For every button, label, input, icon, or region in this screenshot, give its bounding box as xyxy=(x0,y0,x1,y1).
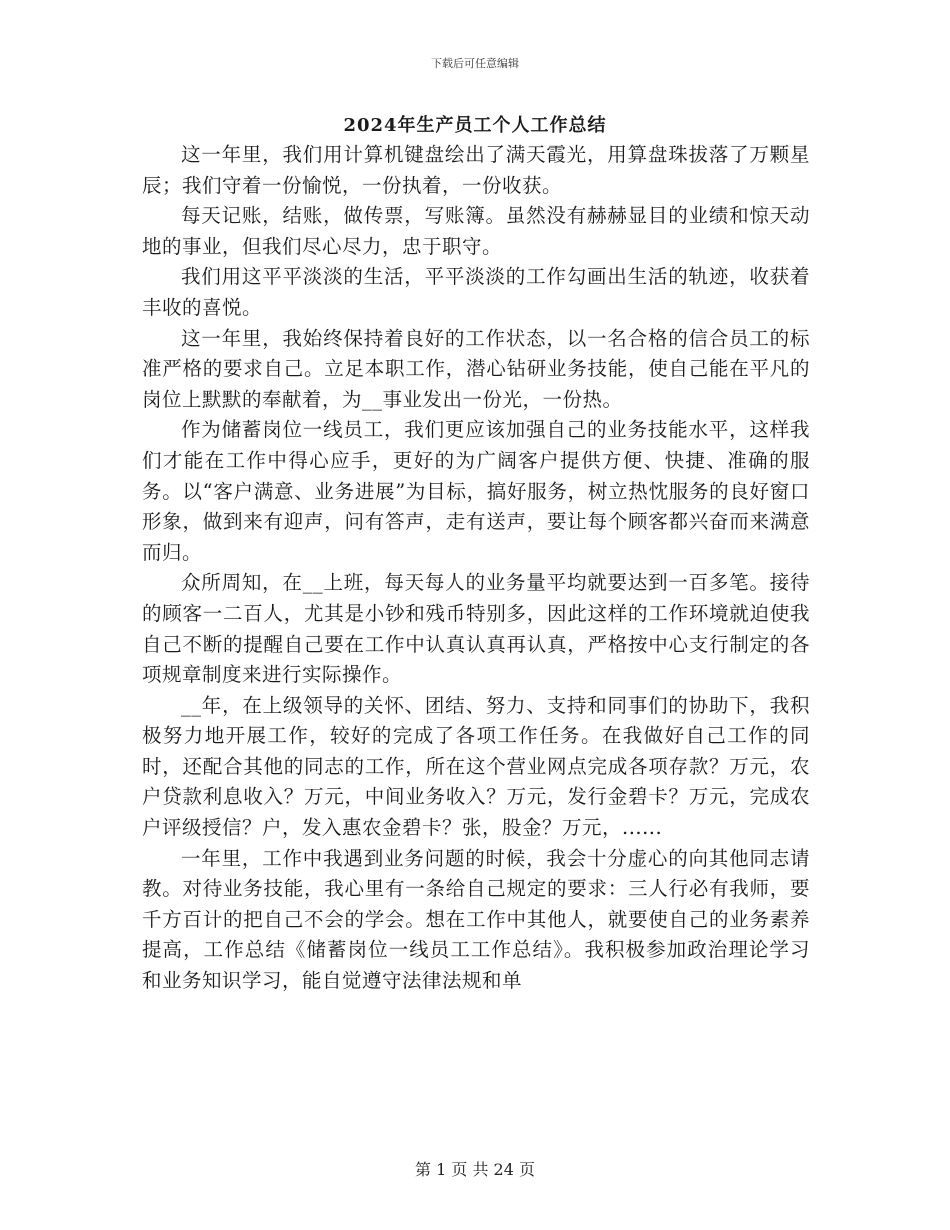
header-note: 下载后可任意编辑 xyxy=(431,57,519,70)
paragraph: 我们用这平平淡淡的生活，平平淡淡的工作勾画出生活的轨迹，收获着丰收的喜悦。 xyxy=(142,265,810,319)
paragraph: __年，在上级领导的关怀、团结、努力、支持和同事们的协助下，我积极努力地开展工作，较好的完成了各项工作任务。在我做好自己工作的同时，还配合其他的同志的工作，所在这个营业网点完成各项存款？万元，农户贷款利息收入？万元，中间业务收入？万元，发行金碧卡？万元，完成农户评级授信？户，发入惠农金碧卡？张，股金？万元，...... xyxy=(142,693,810,840)
page-footer: 第 1 页 共 24 页 xyxy=(415,1160,535,1179)
document-title: 2024年生产员工个人工作总结 xyxy=(343,115,607,136)
paragraph: 这一年里，我们用计算机键盘绘出了满天霞光，用算盘珠拔落了万颗星辰；我们守着一份愉悦，一份执着，一份收获。 xyxy=(142,143,810,197)
paragraph: 众所周知，在__上班，每天每人的业务量平均就要达到一百多笔。接待的顾客一二百人，尤其是小钞和残币特别多，因此这样的工作环境就迫使我自己不断的提醒自己要在工作中认真认真再认真，严格按中心支行制定的各项规章制度来进行实际操作。 xyxy=(142,571,810,687)
paragraph: 一年里，工作中我遇到业务问题的时候，我会十分虚心的向其他同志请教。对待业务技能，我心里有一条给自己规定的要求：三人行必有我师，要千方百计的把自己不会的学会。想在工作中其他人，就要使自己的业务素养提高，工作总结《储蓄岗位一线员工工作总结》。我积极参加政治理论学习和业务知识学习，能自觉遵守法律法规和单 xyxy=(142,846,810,993)
paragraph: 作为储蓄岗位一线员工，我们更应该加强自己的业务技能水平，这样我们才能在工作中得心应手，更好的为广阔客户提供方便、快捷、准确的服务。以“客户满意、业务进展”为目标，搞好服务，树立热忱服务的良好窗口形象，做到来有迎声，问有答声，走有送声，要让每个顾客都兴奋而来满意而归。 xyxy=(142,418,810,564)
paragraph: 每天记账，结账，做传票，写账簿。虽然没有赫赫显目的业绩和惊天动地的事业，但我们尽心尽力，忠于职守。 xyxy=(142,204,810,258)
paragraph: 这一年里，我始终保持着良好的工作状态，以一名合格的信合员工的标准严格的要求自己。立足本职工作，潜心钻研业务技能，使自己能在平凡的岗位上默默的奉献着，为__事业发出一份光，一份热。 xyxy=(142,326,810,411)
document-body xyxy=(142,140,810,997)
